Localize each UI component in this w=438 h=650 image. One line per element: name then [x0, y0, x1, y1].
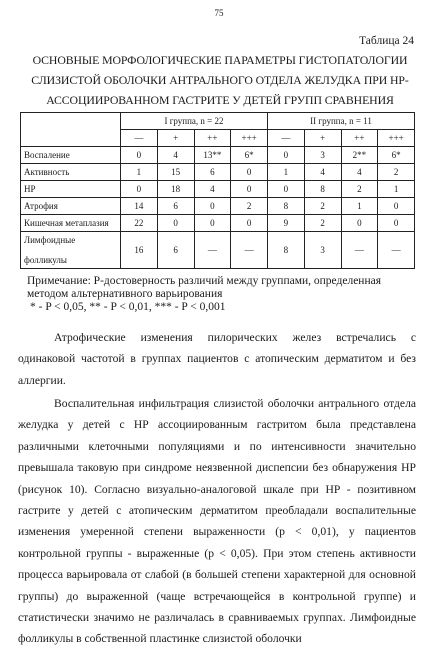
page-number: 75 [214, 8, 224, 18]
row-label: Атрофия [21, 198, 121, 215]
paragraph [18, 393, 416, 650]
table-corner-cell [21, 113, 121, 147]
table-cell: 6* [378, 147, 415, 164]
paragraph-text: Атрофические изменения пилорических желез встречались с одинаковой частотой в группах пациентов с атопическим дерматитом и без аллергии. [18, 331, 416, 387]
table-cell: 22 [121, 215, 158, 232]
table-cell: 1 [341, 198, 378, 215]
table-cell: 6 [194, 164, 231, 181]
table-cell: 4 [341, 164, 378, 181]
group1-header: I группа, n = 22 [121, 113, 268, 130]
table-cell: 0 [157, 215, 194, 232]
table-cell: 0 [231, 164, 268, 181]
table-cell: — [341, 232, 378, 269]
row-label: Кишечная метаплазия [21, 215, 121, 232]
table-cell: 3 [304, 147, 341, 164]
table-row [21, 198, 415, 215]
table-cell: 4 [304, 164, 341, 181]
table-cell: — [194, 232, 231, 269]
table-cell: 2 [231, 198, 268, 215]
subheader-cell: — [121, 130, 158, 147]
table-cell: — [231, 232, 268, 269]
table-cell: 0 [231, 215, 268, 232]
table-cell: 0 [121, 147, 158, 164]
row-label: Активность [21, 164, 121, 181]
table-cell: 0 [378, 198, 415, 215]
table-cell: 0 [341, 215, 378, 232]
table-cell: 18 [157, 181, 194, 198]
table-cell: 3 [304, 232, 341, 269]
table-caption: Таблица 24 [359, 35, 414, 47]
table-cell: 8 [304, 181, 341, 198]
subheader-cell: ++ [194, 130, 231, 147]
table-cell: 14 [121, 198, 158, 215]
subheader-cell: + [157, 130, 194, 147]
row-label: Воспаление [21, 147, 121, 164]
table-row [21, 232, 415, 269]
table-cell: 1 [121, 164, 158, 181]
row-label-line: Лимфоидные [24, 235, 76, 245]
table-row [21, 147, 415, 164]
table-header-row [21, 113, 415, 130]
row-label: HP [21, 181, 121, 198]
subheader-cell: +++ [231, 130, 268, 147]
table-cell: 9 [268, 215, 305, 232]
subheader-cell: +++ [378, 130, 415, 147]
table-cell: 2 [378, 164, 415, 181]
subheader-cell: ++ [341, 130, 378, 147]
row-label-line: фолликулы [24, 255, 67, 265]
paragraph-text: Воспалительная инфильтрация слизистой оболочки антрального отдела желудка у детей с НР ассоциированным гастритом была представлена различными клеточными популяциями и по интенсивности значительно превышала таковую при синдроме неязвенной диспепсии без обнаружения HP (рисунок 10). Согласно визуально-аналоговой шкале при HP - позитивном гастрите у детей с атопическим дерматитом преобладали воспалительные изменения умеренной степени выраженности (р < 0,01), у пациентов контрольной группы - выраженные (р < 0,05). При этом степень активности процесса варьировала от слабой (в большей степени характерной для основной группы) до выраженной (чаще встречающейся в контрольной группе) и статистически значимо не различалась в сравниваемых группах. Лимфоидные фолликулы в собственной пластинке слизистой оболочки [18, 397, 416, 646]
note-line: методом альтернативного варьирования [27, 288, 223, 300]
subheader-cell: — [268, 130, 305, 147]
table-cell: 13** [194, 147, 231, 164]
morphology-table [20, 112, 415, 269]
note-line: Примечание: Р-достоверность различий между группами, определенная [27, 275, 382, 287]
table-cell: — [378, 232, 415, 269]
subheader-cell: + [304, 130, 341, 147]
table-cell: 8 [268, 232, 305, 269]
table-cell: 4 [157, 147, 194, 164]
table-cell: 2 [341, 181, 378, 198]
paragraph [18, 327, 416, 391]
table-row [21, 164, 415, 181]
table-cell: 0 [378, 215, 415, 232]
table-note [27, 275, 422, 314]
table-title: ОСНОВНЫЕ МОРФОЛОГИЧЕСКИЕ ПАРАМЕТРЫ ГИСТОПАТОЛОГИИ СЛИЗИСТОЙ ОБОЛОЧКИ АНТРАЛЬНОГО ОТДЕЛА ЖЕЛУДКА ПРИ HP-АССОЦИИРОВАННОМ ГАСТРИТЕ У ДЕТЕЙ ГРУПП СРАВНЕНИЯ [31, 53, 409, 107]
table-cell: 0 [268, 181, 305, 198]
table-row [21, 215, 415, 232]
table-cell: 2** [341, 147, 378, 164]
table-cell: 6 [157, 198, 194, 215]
table-cell: 0 [268, 147, 305, 164]
table-cell: 6 [157, 232, 194, 269]
table-cell: 2 [304, 198, 341, 215]
table-cell: 0 [231, 181, 268, 198]
table-cell: 1 [378, 181, 415, 198]
significance-legend: * - P < 0,05, ** - P < 0,01, *** - P < 0,001 [30, 301, 226, 313]
group2-header: II группа, n = 11 [268, 113, 415, 130]
table-cell: 0 [194, 198, 231, 215]
table-cell: 16 [121, 232, 158, 269]
table-cell: 8 [268, 198, 305, 215]
table-cell: 1 [268, 164, 305, 181]
table-cell: 15 [157, 164, 194, 181]
table-cell: 0 [194, 215, 231, 232]
table-cell: 4 [194, 181, 231, 198]
table-row [21, 181, 415, 198]
table-cell: 6* [231, 147, 268, 164]
table-cell: 2 [304, 215, 341, 232]
table-cell: 0 [121, 181, 158, 198]
row-label [21, 232, 121, 269]
